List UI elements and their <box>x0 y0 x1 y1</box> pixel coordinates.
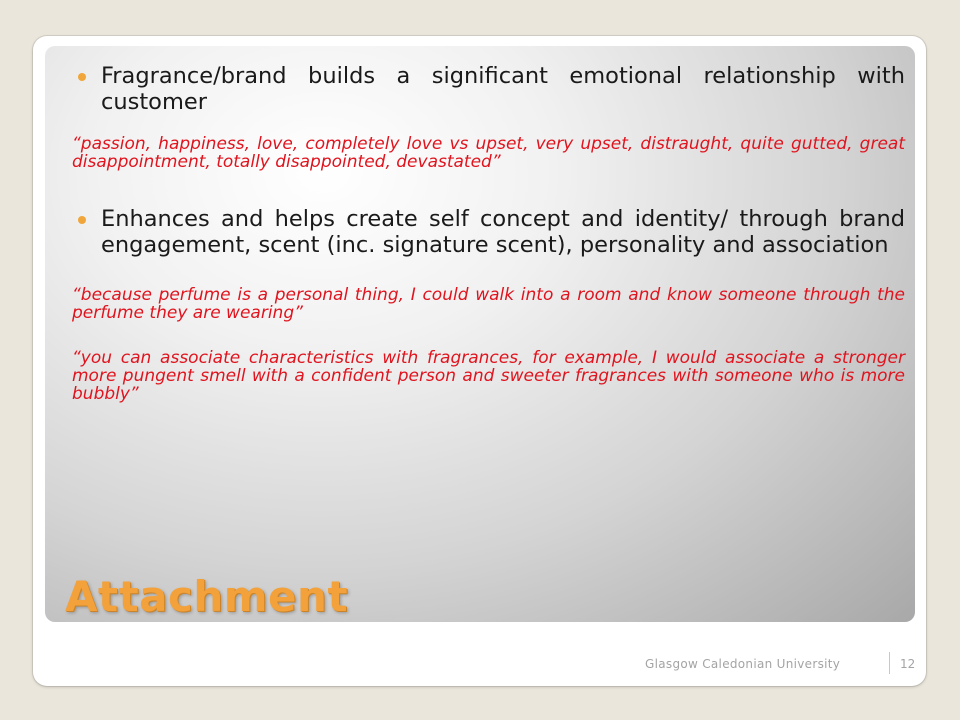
bullet-dot-icon <box>78 216 86 224</box>
bullet-text: Enhances and helps create self concept and identity/ through brand engagement, scent (inc. signature scent), personality and association <box>101 206 905 258</box>
page-number: 12 <box>900 657 916 671</box>
quote-text: “because perfume is a personal thing, I could walk into a room and know someone through the perfume they are wearing” <box>72 285 905 323</box>
footer-organization: Glasgow Caledonian University <box>645 657 841 671</box>
footer-divider <box>889 652 890 674</box>
bullet-dot-icon <box>78 73 86 81</box>
bullet-item <box>72 206 905 258</box>
bullet-text: Fragrance/brand builds a significant emotional relationship with customer <box>101 63 905 115</box>
quote-text: “passion, happiness, love, completely love vs upset, very upset, distraught, quite gutted, great disappointment, totally disappointed, devastated” <box>72 134 905 172</box>
slide-title: Attachment <box>65 572 349 621</box>
bullet-item <box>72 63 905 115</box>
quote-text: “you can associate characteristics with fragrances, for example, I would associate a stronger more pungent smell with a confident person and sweeter fragrances with someone who is more bubbly” <box>72 348 905 404</box>
slide-body <box>72 60 905 403</box>
